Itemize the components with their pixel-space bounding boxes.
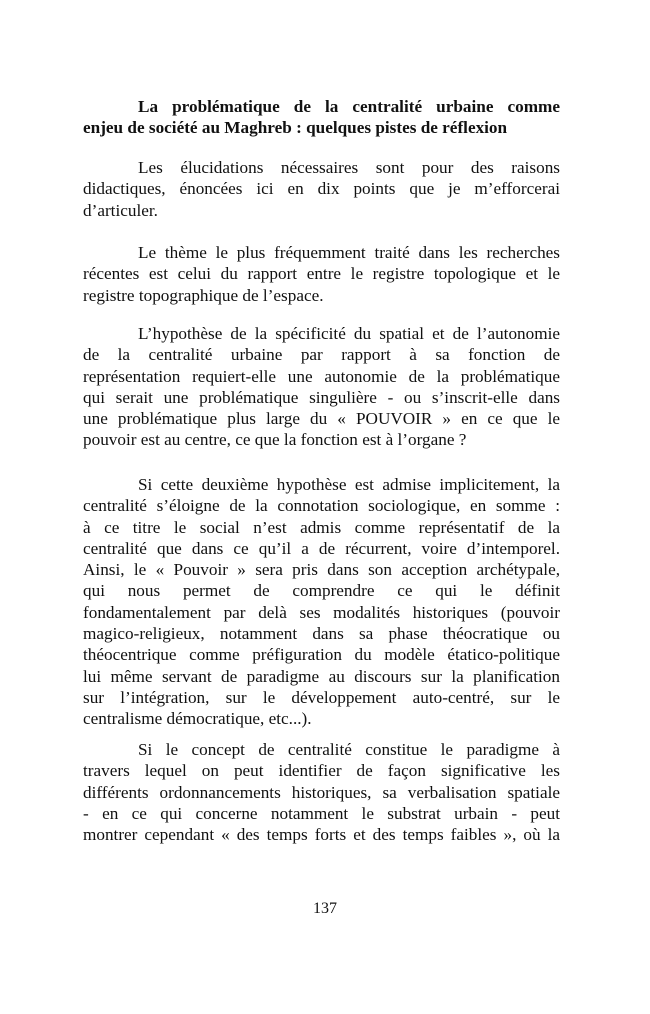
text-line: pouvoir est au centre, ce que la fonction est à l’organe ? bbox=[83, 430, 467, 450]
text-line: registre topographique de l’espace. bbox=[83, 285, 324, 305]
text-line: de la centralité urbaine par rapport à sa fonction de bbox=[83, 345, 560, 365]
text-line: Ainsi, le « Pouvoir » sera pris dans son acception archétypale, bbox=[83, 560, 560, 580]
text-line: Les élucidations nécessaires sont pour des raisons bbox=[138, 158, 560, 177]
text-line: Si cette deuxième hypothèse est admise implicitement, la bbox=[138, 475, 560, 494]
text-line: théocentrique comme préfiguration du modèle étatico-politique bbox=[83, 645, 560, 665]
text-line: représentation requiert-elle une autonomie de la problématique bbox=[83, 366, 560, 386]
paragraph bbox=[83, 157, 560, 221]
text-line: didactiques, énoncées ici en dix points que je m’efforcerai bbox=[83, 179, 560, 199]
paragraph bbox=[83, 242, 560, 306]
text-line: à ce titre le social n’est admis comme représentatif de la bbox=[83, 517, 560, 537]
text-line: d’articuler. bbox=[83, 200, 158, 220]
page-number: 137 bbox=[313, 900, 337, 917]
paragraph bbox=[83, 474, 560, 730]
text-line: récentes est celui du rapport entre le registre topologique et le bbox=[83, 264, 560, 284]
text-line: différents ordonnancements historiques, sa verbalisation spatiale bbox=[83, 782, 560, 802]
text-line: centralisme démocratique, etc...). bbox=[83, 709, 312, 729]
text-line: - en ce qui concerne notamment le substrat urbain - peut bbox=[83, 803, 560, 823]
text-line: L’hypothèse de la spécificité du spatial et de l’autonomie bbox=[138, 324, 560, 343]
title-line: enjeu de société au Maghreb : quelques pistes de réflexion bbox=[83, 118, 508, 138]
text-line: une problématique plus large du « POUVOIR » en ce que le bbox=[83, 409, 560, 429]
text-line: sur l’intégration, sur le développement auto-centré, sur le bbox=[83, 687, 560, 707]
text-line: lui même servant de paradigme au discours sur la planification bbox=[83, 666, 560, 686]
text-line: centralité que dans ce qu’il a de récurrent, voire d’intemporel. bbox=[83, 538, 560, 558]
text-line: Si le concept de centralité constitue le paradigme à bbox=[138, 740, 560, 759]
text-line: centralité s’éloigne de la connotation sociologique, en somme : bbox=[83, 496, 560, 516]
page-title bbox=[83, 96, 560, 139]
text-line: Le thème le plus fréquemment traité dans les recherches bbox=[138, 243, 560, 262]
text-line: qui serait une problématique singulière - ou s’inscrit-elle dans bbox=[83, 387, 560, 407]
paragraph bbox=[83, 739, 560, 845]
text-line: montrer cependant « des temps forts et des temps faibles », où la bbox=[83, 825, 560, 845]
text-line: qui nous permet de comprendre ce qui le définit bbox=[83, 581, 560, 601]
text-line: travers lequel on peut identifier de façon significative les bbox=[83, 761, 560, 781]
text-line: fondamentalement par delà ses modalités historiques (pouvoir bbox=[83, 602, 560, 622]
paragraph bbox=[83, 323, 560, 451]
title-line: La problématique de la centralité urbaine comme bbox=[138, 97, 560, 116]
text-line: magico-religieux, notamment dans sa phase théocratique ou bbox=[83, 624, 560, 644]
